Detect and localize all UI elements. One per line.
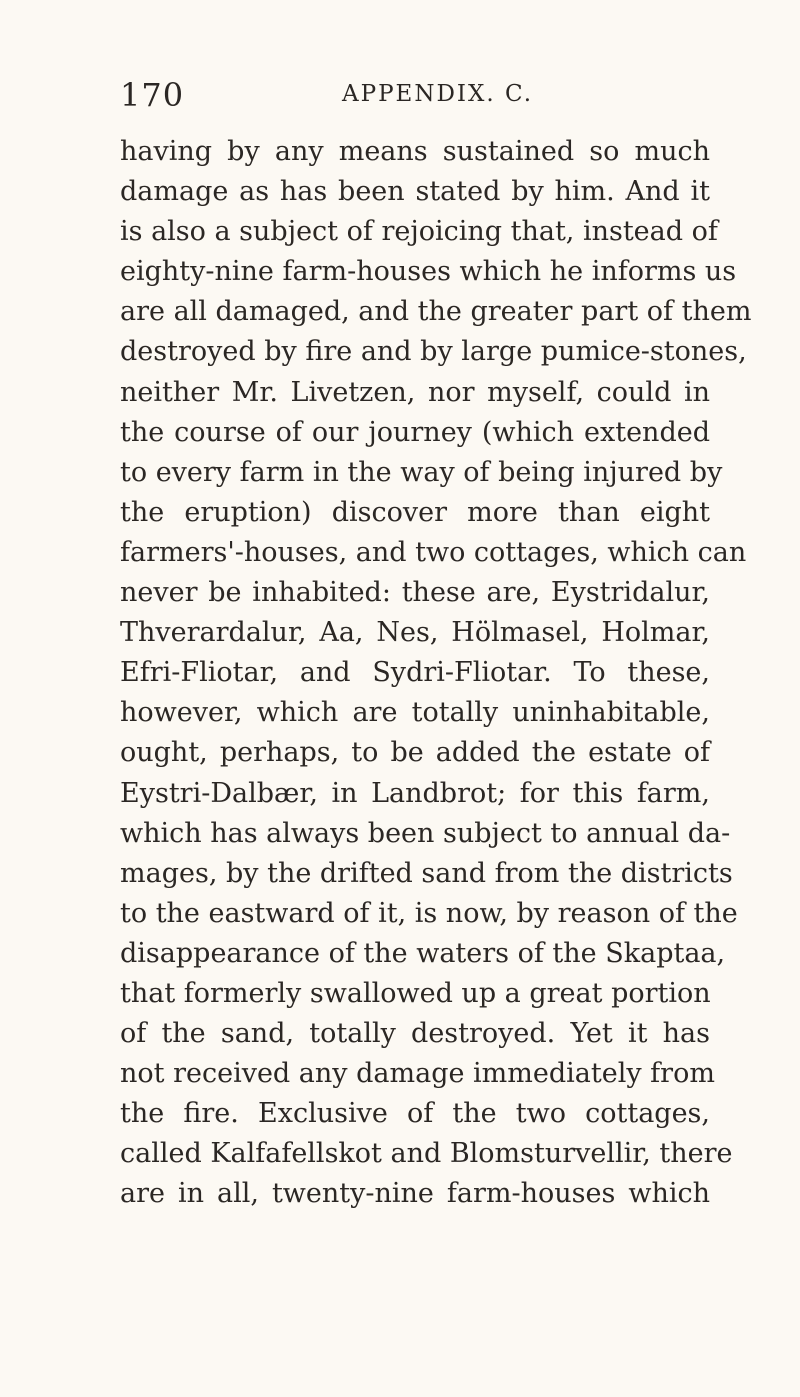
text-line: ought, perhaps, to be added the estate of [120,737,710,769]
body-text [120,132,752,1215]
text-line: eighty-nine farm-houses which he informs us [120,256,737,288]
text-line: Efri-Fliotar, and Sydri-Fliotar. To these, [120,657,710,689]
text-line: to every farm in the way of being injured by [120,456,723,488]
text-line: to the eastward of it, is now, by reason of the [120,897,738,929]
page-number: 170 [120,76,185,114]
text-line: called Kalfafellskot and Blomsturvellir, there [120,1138,733,1170]
text-line: mages, by the drifted sand from the districts [120,857,733,889]
page-header [120,76,710,116]
text-line: the eruption) discover more than eight [120,496,710,528]
text-line: farmers'-houses, and two cottages, which can [120,536,747,568]
text-line: that formerly swallowed up a great portion [120,977,711,1009]
running-head: APPENDIX. C. [342,81,534,107]
text-line: the fire. Exclusive of the two cottages, [120,1098,710,1130]
text-line: however, which are totally uninhabitable, [120,697,710,729]
text-line: of the sand, totally destroyed. Yet it has [120,1018,710,1050]
text-line: never be inhabited: these are, Eystridalur, [120,577,710,609]
text-line: not received any damage immediately from [120,1058,715,1090]
text-line: destroyed by fire and by large pumice-stones, [120,336,747,368]
text-line: damage as has been stated by him. And it [120,176,710,208]
text-line: the course of our journey (which extended [120,416,710,448]
text-line: Eystri-Dalbær, in Landbrot; for this farm, [120,777,710,809]
text-line: neither Mr. Livetzen, nor myself, could in [120,376,710,408]
text-line: which has always been subject to annual da- [120,817,731,849]
text-line: are all damaged, and the greater part of them [120,296,752,328]
text-line: are in all, twenty-nine farm-houses which [120,1178,710,1210]
text-line: Thverardalur, Aa, Nes, Hölmasel, Holmar, [120,617,710,649]
text-line: disappearance of the waters of the Skaptaa, [120,937,726,969]
text-line: having by any means sustained so much [120,136,710,167]
text-line: is also a subject of rejoicing that, instead of [120,216,718,248]
